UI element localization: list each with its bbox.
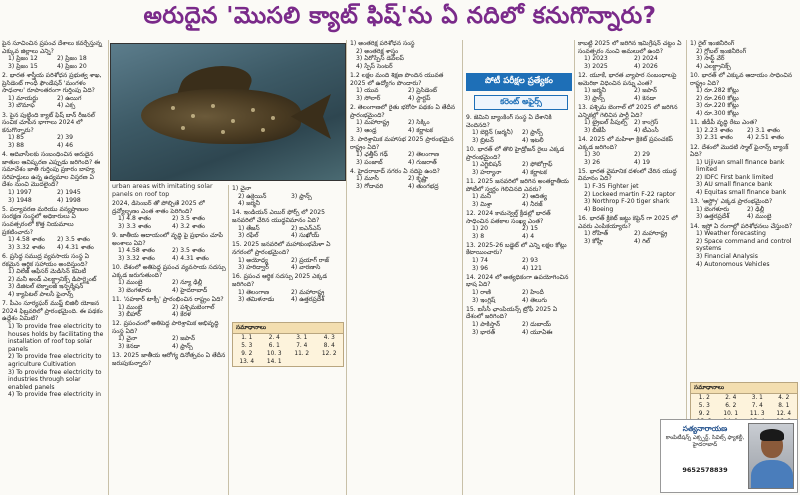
- question-item: [690, 223, 798, 269]
- option-text: 2) జపాన్: [172, 335, 195, 343]
- option-text: 2) రూ.260 కోట్లు: [696, 94, 739, 102]
- question-text: కాబట్టి 2025 లో జరిగిన ఇమిగ్రేషన్ చట్టం ఏ సంవత్సరం నుంచి అమలులో ఉంది?: [578, 40, 682, 55]
- question-text: 12. దేశంలో మొదటి స్మాల్ ఫైనాన్స్ బ్యాంక్ ఏది?: [690, 143, 789, 159]
- option-text: 3) బౌమాఫ: [8, 102, 35, 110]
- question-item: [232, 241, 344, 271]
- question-item: [2, 72, 106, 110]
- question-text: 12. 2024 కామన్వెల్త్ క్రీడల్లో భారత్ సాధించిన పతకాల సంఖ్య ఎంత?: [466, 209, 551, 225]
- option-text: 2) 39: [57, 134, 73, 142]
- option-text: 4) యూఏఈ: [522, 328, 553, 336]
- option-text: 1) రూ.282 కోట్లు: [696, 87, 739, 95]
- option-text: 2) 3.5 శాతం: [57, 236, 91, 244]
- option-text: 2) కాంగ్రెస్: [634, 119, 659, 127]
- option-text: 4) 2026: [634, 62, 658, 70]
- option-text: 1) పాకిస్తాన్: [472, 321, 501, 328]
- question-item: [578, 104, 684, 134]
- question-text: 9. జాతీయ ఆదాయంలో వృద్ధి పై ప్రభావం చూపే అంశాలు ఏవి?: [112, 231, 223, 247]
- answer-cell: 3. 1: [751, 394, 763, 401]
- option-text: 4) 46: [57, 141, 73, 149]
- answer-cell: 1. 1: [241, 334, 253, 341]
- answer-cell: 11. 3: [749, 410, 765, 417]
- option-text: 2) ఐఎన్ఎస్: [291, 224, 321, 232]
- question-item: [350, 72, 460, 102]
- question-text: 3. పైన పుట్టింది క్యాట్ ఫిష్ బాన్ రీజనల్ సంచిక చూపిన భాగాలు 2024 లో కనుగొన్నారు?: [2, 111, 95, 134]
- option-text: 1) ఎగ్జిబిషన్: [472, 161, 502, 169]
- question-item: [690, 198, 798, 221]
- option-text: 3) To provide free electricity to industries through solar enabled panels: [8, 368, 102, 391]
- option-text: 2) ఢిల్లీ: [747, 205, 765, 213]
- option-text: 3) Financial Analysis: [696, 253, 758, 260]
- option-text: 1) ఛత్తీస్ గఢ్: [356, 151, 388, 159]
- question-text: 10. దేశంలో అతిపెద్ద ప్రపంచ వ్యవసాయ సదస్సు ఎక్కడ జరుగుతుంది?: [112, 263, 226, 279]
- option-text: 4) తెలుగు: [522, 296, 548, 304]
- question-item: [690, 144, 798, 197]
- answer-cell: 5. 3: [241, 342, 253, 349]
- answer-cell: 4. 2: [778, 394, 790, 401]
- option-text: 2) 29: [634, 151, 650, 159]
- option-text: 3) బీహార్: [118, 311, 141, 319]
- answer-cell: 11. 2: [294, 350, 310, 357]
- option-text: 3) 26: [584, 158, 600, 166]
- option-text: 4) ఎలక్ట్రానిక్స్: [696, 62, 731, 70]
- column-rule: [108, 40, 109, 495]
- column-rule: [574, 40, 575, 495]
- option-text: 2) ప్రయాగ్ రాజ్: [291, 256, 329, 264]
- answer-cell: 5. 3: [698, 402, 710, 409]
- answer-key-1: [232, 322, 344, 367]
- question-text: 14. 2025 లో మహిళా క్రికెట్ ప్రపంచకప్ ఎక్కడ జరిగింది?: [578, 135, 674, 151]
- option-text: 3) Northrop F-20 tiger shark: [584, 198, 670, 206]
- option-text: 4) ఫ్రాన్స్: [172, 343, 193, 351]
- answer-cell: 6. 1: [268, 342, 280, 349]
- option-text: 4) గుజరాత్: [408, 158, 437, 166]
- option-text: 2) Lockeed martin F-22 raptor: [584, 190, 676, 198]
- option-text: 3) ఫ్రాన్స్: [584, 94, 605, 102]
- question-item: [112, 200, 226, 230]
- option-text: 1) మాయర్జు: [8, 94, 39, 102]
- option-text: 3) 2.31 శాతం: [696, 134, 733, 142]
- question-item: [350, 40, 460, 70]
- question-item: [350, 104, 460, 134]
- option-text: 3) 3.3 శాతం: [118, 222, 152, 230]
- question-text: 15. ఐసీసీ ఛాంపియన్స్ ట్రోఫీ 2025 ఏ దేశంలో జరిగింది?: [466, 305, 558, 321]
- option-text: 4) హైదరాబాద్: [172, 286, 208, 294]
- question-item: [578, 40, 684, 70]
- answer-cell: [316, 358, 344, 366]
- answer-cell: 3. 1: [296, 334, 308, 341]
- option-text: 3) ఉత్తరప్రదేశ్: [696, 213, 730, 221]
- question-text: 14. ఇండియన్ ఎయిర్ ఫోర్స్ లో 2025 జనవరిలో చేరిన యుద్ధవిమానం ఏది?: [232, 209, 326, 224]
- headline: అరుదైన 'మొసలి క్యాట్ ఫిష్'ను ఏ నదిలో కనుగొన్నారు?: [143, 3, 657, 29]
- question-item: [232, 273, 344, 303]
- option-text: 1) రోహిత్: [584, 230, 609, 238]
- option-text: 2) దుబాయ్: [522, 321, 551, 328]
- option-text: 3) 3.32 శాతం: [118, 254, 155, 262]
- question-item: [350, 136, 460, 166]
- question-item: [690, 40, 798, 70]
- question-text: 15. భారత వైమానిక దళంలో చేరిన యుద్ధ విమానం ఏది?: [578, 167, 677, 183]
- option-text: 3) మిశ్రా: [472, 200, 493, 208]
- option-text: 1) 2023: [584, 55, 608, 63]
- option-text: 1) Weather forecasting: [696, 230, 766, 238]
- option-text: 3) ఫ్రాన్స్: [291, 192, 312, 200]
- question-text: 11. జీడీపీ వృద్ధి రేటు ఎంత?: [690, 119, 758, 127]
- question-text: 4. హైదరాబాద్ నగరం ఏ నదిపై ఉంది?: [350, 167, 440, 175]
- column-rule: [346, 40, 347, 495]
- author-role: కాంపిటీషన్స్ ఎక్స్పర్ట్, సివిల్స్ ఫ్యాకల్టీ, హైదరాబాద్: [665, 435, 745, 448]
- question-text: 14. 2024 లో అత్యధికంగా ఉపయోగించిన భాష ఏది?: [466, 273, 569, 289]
- question-text: 13. 'ఆస్ట్రో' ఎక్కడ ప్రారంభమైంది?: [690, 198, 773, 206]
- option-text: 4) 2.51 శాతం: [747, 134, 784, 142]
- column-2: [112, 200, 226, 450]
- option-text: 4) తుంగభద్ర: [408, 183, 439, 191]
- author-avatar: [748, 423, 794, 489]
- question-item: [112, 320, 226, 350]
- option-text: 3) ఇంగ్లిష్: [472, 296, 496, 304]
- question-item: [350, 168, 460, 191]
- catfish-photo: [110, 43, 346, 181]
- answer-cell: 2. 4: [268, 334, 280, 341]
- option-text: 1) రాణి: [472, 289, 491, 297]
- option-text: 1) 4.58 శాతం: [8, 236, 45, 244]
- option-text: 4) 19: [634, 158, 650, 166]
- option-text: 4) ప్రిజం 20: [57, 62, 87, 70]
- option-text: 1) బెర్లిన్ (జర్మనీ): [472, 129, 514, 137]
- question-item: [578, 136, 684, 166]
- option-text: 2) IDFC First bank limited: [696, 173, 774, 181]
- author-phone: 9652578839: [682, 466, 728, 474]
- column-1: [2, 40, 106, 495]
- option-text: 2) కృష్ణా: [408, 175, 429, 183]
- option-text: 1) ట్రైబల్ పీపుల్స్: [584, 119, 628, 127]
- option-text: 2) ఫ్రాన్స్: [522, 129, 543, 137]
- option-text: 3) ప్రిజం 15: [8, 62, 38, 70]
- option-text: 1) అయోధ్య: [238, 256, 268, 264]
- option-text: 3) రఫేల్: [238, 232, 259, 240]
- question-text: 15. 2025 జనవరిలో మహాకుంభమేళా ఏ నగరంలో ప్రారంభమైంది?: [232, 241, 331, 256]
- option-text: 2) 2024: [634, 55, 658, 63]
- question-item: [578, 215, 684, 245]
- option-text: 1) మహారాష్ట్ర: [356, 119, 390, 127]
- option-text: 1) 1997: [8, 189, 32, 197]
- answer-key-title: సమాధానాలు: [233, 323, 343, 334]
- option-text: 4) క్యాపిటల్ పాలసీ ఫైనాన్స్: [8, 290, 74, 298]
- option-text: 3) 96: [472, 264, 488, 272]
- option-text: 1) జర్మనీ: [584, 87, 606, 95]
- option-text: 2) ఉయిగ: [57, 94, 82, 102]
- option-text: 3) ఆంధ్ర: [356, 126, 377, 134]
- question-text: 10. భారత్ లో తొలి హైడ్రోజన్ రైలు ఎక్కడ ప్రారంభమైంది?: [466, 145, 565, 161]
- option-text: 4) 4.31 శాతం: [57, 243, 94, 251]
- option-text: 2) 3.1 శాతం: [747, 126, 781, 134]
- question-text: 16. ప్రపంచ ఆర్థిక సదస్సు 2025 ఎక్కడ జరిగింది?: [232, 273, 328, 288]
- answer-cell: 7. 4: [296, 342, 308, 349]
- photo-caption: urban areas with imitating solar panels on roof top: [112, 183, 213, 198]
- question-text: పైన సూచించిన ప్రపంచ దేశాలు కవర్చేస్తున్న ఎక్కువ జిల్లాలు ఎన్ని?: [2, 40, 102, 55]
- option-text: 4) జర్మనీ: [238, 200, 260, 208]
- question-item: [112, 296, 226, 319]
- question-item: [2, 151, 106, 204]
- option-text: 4) సుఖోయ్: [291, 232, 320, 240]
- question-text: 12. ప్రపంచంలో అతిపెద్ద పారిశ్రామిక అభివృద్ధి సంస్థ ఏది?: [112, 320, 219, 335]
- option-text: 2) మహారాష్ట్ర: [634, 230, 668, 238]
- option-text: 1) తెలంగాణ: [238, 288, 269, 296]
- question-text: 9. జెమిని బ్యాంకింగ్ సంస్థ ఏ దేశానికి చెందినది?: [466, 114, 552, 129]
- option-text: 3) కోహ్లీ: [584, 237, 604, 245]
- option-text: 1) ప్రిజం 12: [8, 55, 38, 63]
- question-text: 5. పర్యావరణ మరియు వన్యప్రాణుల సంరక్షణ సంస్థలో అధికారులు ఏ సంవత్సరంలో కొత్త నియమాలు ప్రకటించారు?: [2, 205, 89, 236]
- question-item: [232, 209, 344, 239]
- answer-cell: 2. 4: [725, 394, 737, 401]
- answer-cell: 9. 2: [698, 410, 710, 417]
- column-5: [466, 114, 572, 495]
- option-text: 4) స్పేస్ సెంటర్: [356, 62, 393, 70]
- option-text: 4) To provide free electricity in: [8, 391, 101, 399]
- option-text: 1) తేజస్: [238, 224, 260, 232]
- answer-cell: 7. 4: [751, 402, 763, 409]
- option-text: 2) సిక్కిం: [408, 119, 430, 127]
- option-text: 3) బెంగళూరు: [118, 286, 152, 294]
- option-text: 1) 74: [472, 257, 488, 265]
- option-text: 4) Equitas small finance bank: [696, 189, 787, 197]
- question-text: 1) చైనా: [232, 185, 252, 192]
- author-box: [660, 419, 798, 493]
- option-text: 2) 3.5 శాతం: [172, 247, 206, 255]
- option-text: 2) To provide free electricity to agriculture Cultivation: [8, 353, 102, 368]
- column-3: [232, 185, 344, 320]
- answer-cell: 14. 1: [266, 358, 282, 365]
- question-text: 12. యూకే, భారత వ్యాపార సంబంధాలపై అమెరికా విధించిన పన్ను ఎంత?: [578, 71, 677, 87]
- question-text: 1) రైల్ ఇంజినీరింగ్: [690, 40, 735, 47]
- option-text: 3) పంజాబ్: [356, 158, 383, 166]
- option-text: 4) 1998: [57, 196, 81, 204]
- question-item: [112, 232, 226, 262]
- option-text: 4) కర్ణాటక: [522, 168, 547, 176]
- option-text: 2) అంతరిక్ష శాస్త్రం: [356, 47, 399, 55]
- question-item: [2, 253, 106, 299]
- option-text: 1) యువ: [356, 87, 379, 95]
- option-text: 1) 85: [8, 134, 24, 142]
- option-text: 1) Ujjivan small finance bank limited: [696, 158, 785, 174]
- answer-key-title: సమాధానాలు: [691, 383, 797, 394]
- option-text: 4) ముంబై: [747, 213, 772, 221]
- question-text: 2. తెలంగాణలో రైతు భరోసా పథకం ఏ తేదీన ప్రారంభమైంది?: [350, 103, 456, 119]
- column-4: [350, 40, 460, 495]
- option-text: 3) 8: [472, 232, 485, 240]
- option-text: 4) కర్ణాటక: [408, 126, 433, 134]
- option-text: 2) 3.5 శాతం: [172, 215, 206, 223]
- question-item: [232, 185, 344, 208]
- option-text: 4) టీఎంసీ: [634, 126, 659, 134]
- option-text: 1) విలేజ్ ఆఫీసర్ మెడిసిన్ కమిటీ: [8, 268, 87, 276]
- option-text: 4) 121: [522, 264, 542, 272]
- option-text: 3) తమిళనాడు: [238, 296, 275, 304]
- question-text: 1) అంతరిక్ష పరిశోధన సంస్థ: [350, 40, 415, 47]
- option-text: 1) ముంబై: [118, 303, 143, 311]
- column-7: [690, 40, 798, 380]
- option-text: 2) మనీ అండ్ ఎలక్ట్రానిక్స్ డిపార్ట్మెంట్: [8, 275, 97, 283]
- option-text: 4) 3.2 శాతం: [172, 222, 206, 230]
- option-text: 2) మహారాష్ట్ర: [291, 288, 325, 296]
- option-text: 3) కెనడా: [118, 343, 140, 351]
- option-text: 2) పశ్చిమబెంగాల్: [172, 303, 215, 311]
- question-item: [578, 72, 684, 102]
- option-text: 3) 2025: [584, 62, 608, 70]
- option-text: 3) సాఫ్ట్ వేర్: [696, 55, 725, 63]
- question-item: [112, 264, 226, 294]
- option-text: 1) 2.23 శాతం: [696, 126, 733, 134]
- option-text: 4) Autonomous Vehicles: [696, 260, 770, 268]
- question-item: [466, 306, 572, 336]
- option-text: 2) 15: [522, 225, 538, 233]
- question-item: [466, 146, 572, 176]
- option-text: 3) 1948: [8, 196, 32, 204]
- option-text: 3) బ్రిటన్: [472, 136, 494, 144]
- question-item: [2, 300, 106, 399]
- option-text: 4) 4: [522, 232, 535, 240]
- question-item: [2, 112, 106, 150]
- option-text: 1) చైనా: [118, 335, 138, 343]
- option-text: 2) ప్రిజం 18: [57, 55, 87, 63]
- option-text: 3) సోలార్: [356, 94, 381, 102]
- option-text: 4) స్టార్టప్: [408, 94, 431, 102]
- answer-cell: 10. 1: [723, 410, 739, 417]
- option-text: 3) రూ.220 కోట్లు: [696, 102, 739, 110]
- question-text: 11. 'సహకార్ టాక్సీ' ప్రారంభించిన రాష్ట్రం ఏది?: [112, 295, 224, 303]
- option-text: 2) 1945: [57, 189, 81, 197]
- option-text: 2) ప్రెసిడెంట్: [408, 87, 438, 95]
- option-text: 1) 4.58 శాతం: [118, 247, 155, 255]
- option-text: 1) 30: [584, 151, 600, 159]
- option-text: 4) ఎక్స: [57, 102, 76, 110]
- option-text: 3) డిజిటల్ టెక్నాలజీ ఇన్ఫర్మేషన్: [8, 283, 84, 291]
- answer-cell: 8. 1: [778, 402, 790, 409]
- option-text: 4) నీరజ్: [522, 200, 543, 208]
- option-text: 1) మనీ: [472, 193, 491, 201]
- question-text: 2024, డిసెంబర్ తో పోల్చితే 2025 లో ద్రవ్యోల్బణం ఎంత శాతం పెరిగింది?: [112, 200, 205, 215]
- option-text: 3) గోదావరి: [356, 183, 384, 191]
- option-text: 4) వారణాసి: [291, 264, 321, 272]
- question-text: 14. ఇస్రో ఏ రంగాల్లో పరిశోధనలు చేస్తుంది?: [690, 222, 793, 230]
- option-text: 4) ఇటలీ: [522, 136, 544, 144]
- option-text: 2) 93: [522, 257, 538, 265]
- option-text: 1) 4.8 శాతం: [118, 215, 152, 223]
- question-text: 6. ప్రసిద్ధ సముద్ర వ్యవసాయ సంస్థ ఏ రకమైన ఆర్థిక సహాయం అందిస్తుంది?: [2, 253, 90, 268]
- option-text: 2) ఆదిత్య: [522, 193, 547, 201]
- option-text: 2) ఫోటోగ్రాఫ్: [522, 161, 553, 169]
- question-text: 10. భారత్ లో ఎక్కువ ఆదాయం సాధించిన రాష్ట్రం ఏది?: [690, 71, 793, 87]
- question-text: 13. 2025 జాతీయ ఆరోగ్య దినోత్సవం ఏ తేదీన జరుపుకున్నారు?: [112, 352, 226, 367]
- option-text: 2) హిందీ: [522, 289, 544, 297]
- option-text: 4) ఉత్తరప్రదేశ్: [291, 296, 325, 304]
- option-text: 4) 4.31 శాతం: [172, 254, 209, 262]
- question-text: 16. భారత్ క్రికెట్ జట్టు కెప్టెన్ గా 2025 లో ఎవరు ఎంపికయ్యారు?: [578, 215, 678, 230]
- section-banner: పోటీ పరీక్షల ప్రత్యేకం: [466, 73, 572, 91]
- column-rule: [228, 185, 229, 495]
- option-text: 4) కెనడా: [634, 94, 656, 102]
- question-text: 3. పారిశ్రామిక మహాసభ 2025 ప్రారంభమైన రాష్ట్రం ఏది?: [350, 135, 454, 151]
- question-text: 11. 2025 జనవరిలో జరిగిన అంతర్జాతీయ పోటీలో స్వర్ణం గెలిచినది ఎవరు?: [466, 177, 569, 193]
- option-text: 1) ముంబై: [118, 279, 143, 287]
- option-text: 1) మూసీ: [356, 175, 379, 183]
- option-text: 1) 20: [472, 225, 488, 233]
- option-text: 4) Boeing: [584, 205, 614, 213]
- answer-cell: 13. 4: [239, 358, 255, 365]
- option-text: 3) హర్యానా: [472, 168, 502, 176]
- question-item: [578, 168, 684, 214]
- option-text: 2) Space command and control systems: [696, 237, 792, 253]
- question-item: [690, 119, 798, 142]
- option-text: 3) 88: [8, 141, 24, 149]
- answer-cell: 9. 2: [241, 350, 253, 357]
- answer-cell: 1. 2: [698, 394, 710, 401]
- question-item: [466, 178, 572, 208]
- question-item: [112, 352, 226, 367]
- option-text: 4) గిల్: [634, 237, 651, 245]
- option-text: 2) ఉక్రెయిన్: [238, 192, 267, 200]
- option-text: 3) 3.32 శాతం: [8, 243, 45, 251]
- question-text: 13. 2025-26 బడ్జెట్ లో ఎన్ని లక్షల కోట్లు కేటాయించారు?: [466, 241, 567, 257]
- option-text: 1) బెంగళూరు: [696, 205, 730, 213]
- option-text: 3) హరిద్వార్: [238, 264, 269, 272]
- answer-cell: 10. 3: [266, 350, 282, 357]
- option-text: 1) To provide free electricity to houses holds by facilitating the installation of roof top solar panels: [8, 322, 104, 353]
- question-text: 7. పీఎం సూర్యఘర్ ముఫ్త్ బిజిలీ యోజన 2024 ఫిబ్రవరిలో ప్రారంభమైంది. ఈ పథకం ఉద్దేశం ఏమిటి?: [2, 300, 103, 323]
- question-item: [690, 72, 798, 118]
- answer-cell: 12. 4: [776, 410, 792, 417]
- question-item: [466, 242, 572, 272]
- option-text: 2) జపాన్: [634, 87, 657, 95]
- option-text: 3) బీజేపీ: [584, 126, 606, 134]
- option-text: 3) ఏరోస్పేస్ డెవలప్: [356, 55, 404, 63]
- question-item: [466, 274, 572, 304]
- answer-cell: 8. 4: [323, 342, 335, 349]
- option-text: 4) కేరళ: [172, 311, 191, 319]
- question-item: [466, 114, 572, 144]
- answer-cell: 4. 3: [323, 334, 335, 341]
- question-text: 1.2 లక్షల మంది శిక్షణ పొందిన యువత 2025 లో ఉద్యోగం పొందారు?: [350, 71, 444, 87]
- column-rule: [462, 40, 463, 495]
- question-item: [2, 206, 106, 252]
- option-text: 3) భారత్: [472, 328, 496, 336]
- option-text: 2) న్యూ ఢిల్లీ: [172, 279, 203, 287]
- section-subbanner: కరెంట్ అఫైర్స్: [474, 95, 568, 110]
- option-text: 2) గ్లోబల్ ఇంజినీరింగ్: [696, 47, 747, 55]
- option-text: 1) F-35 Fighter jet: [584, 183, 639, 191]
- column-rule: [686, 40, 687, 420]
- answer-cell: [288, 358, 316, 366]
- option-text: 3) AU small finance bank: [696, 181, 773, 189]
- answer-cell: 12. 2: [321, 350, 337, 357]
- option-text: 2) తెలంగాణ: [408, 151, 439, 159]
- option-text: 4) రూ.300 కోట్లు: [696, 109, 739, 117]
- author-name: సత్యనారాయణ: [682, 424, 728, 433]
- question-item: [466, 210, 572, 240]
- question-item: [2, 40, 106, 70]
- question-text: 2. భారత శాస్త్రీయ పరిశోధన ప్రభుత్వ శాఖ, ప్రెసిడెంట్ గాంధీ ఫౌండేషన్ 'మంగళం సాధనాల' రూపాంతరంగా గుర్తింపు ఏది?: [2, 71, 102, 95]
- question-text: 13. పశ్చిమ బెంగాల్ లో 2025 లో జరిగిన ఎన్నికల్లో గెలిచిన పార్టీ ఏది?: [578, 103, 678, 119]
- answer-cell: 6. 2: [725, 402, 737, 409]
- question-text: 4. ఆదివాసీలకు సంబంధించిన అరుదైన జాతుల ఆవిష్కరణ ఎప్పుడు జరిగింది? ఈ సమావేశం జాతి గుర్తింపు ప్రకారం బాహ్య సరిహద్దులు ఉన్న ఉద్యమాల విస్తరణ ఏ దేశం నుంచి మొదలైంది?: [2, 151, 101, 189]
